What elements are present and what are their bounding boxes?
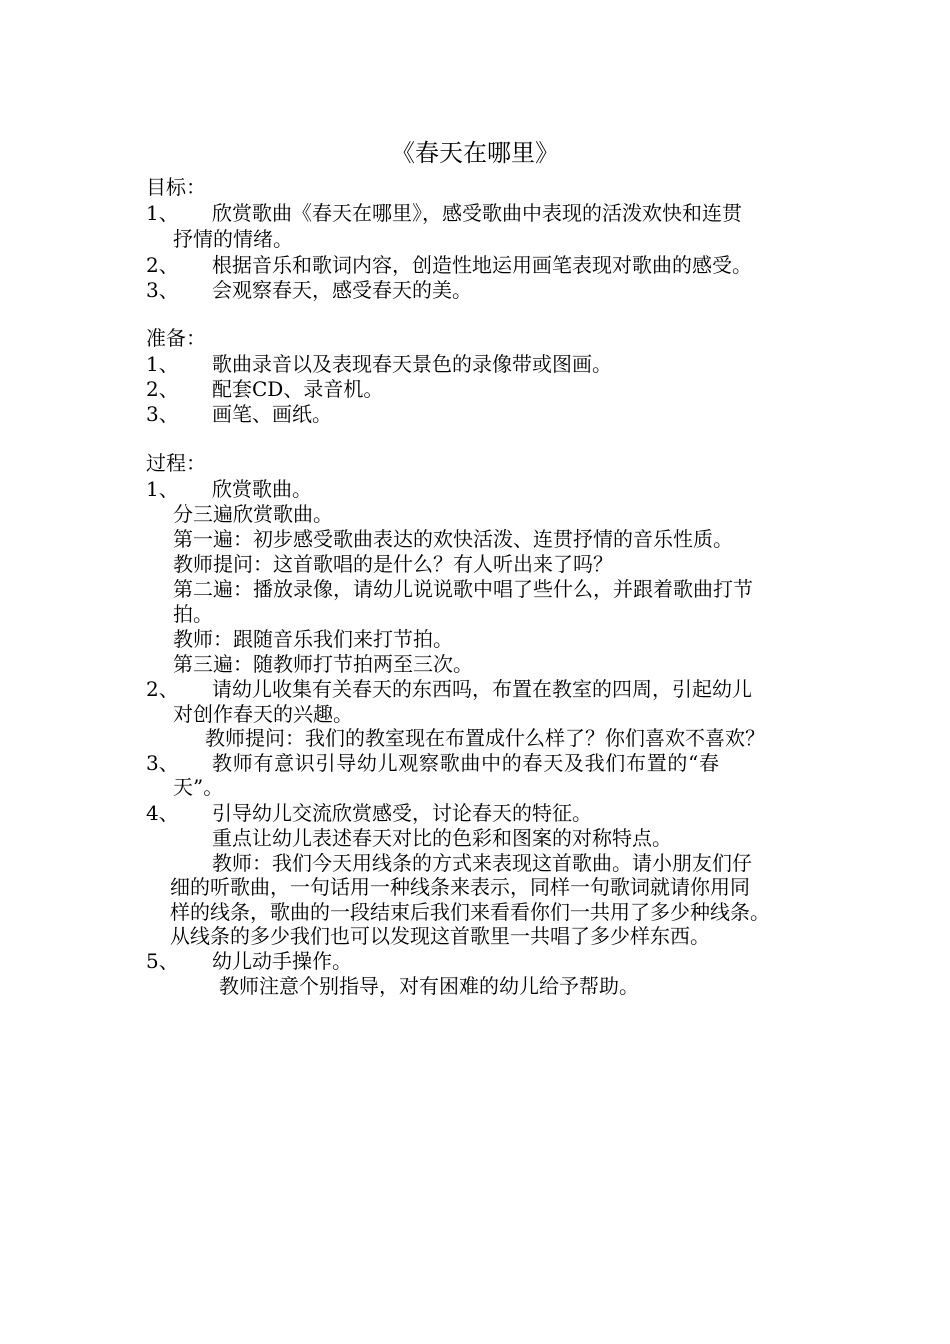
prep-3-text: 画笔、画纸。	[212, 402, 332, 426]
document-title: 《春天在哪里》	[391, 139, 559, 167]
goal-2-number: 2、	[146, 253, 179, 277]
step-4-number: 4、	[146, 801, 179, 825]
step-1-text: 欣赏歌曲。	[212, 477, 312, 501]
step-4-teacher-line: 从线条的多少我们也可以发现这首歌里一共唱了多少样东西。	[170, 924, 710, 948]
step-3-number: 3、	[146, 751, 179, 775]
step-1-line: 第三遍：随教师打节拍两至三次。	[173, 652, 473, 676]
step-4-text: 引导幼儿交流欣赏感受，讨论春天的特征。	[212, 801, 592, 825]
step-1-line: 第一遍：初步感受歌曲表达的欢快活泼、连贯抒情的音乐性质。	[173, 527, 733, 551]
prep-2-text: 配套CD、录音机。	[212, 377, 384, 401]
step-4-teacher-line: 细的听歌曲，一句话用一种线条来表示，同样一句歌词就请你用同	[170, 875, 750, 899]
step-4-teacher-line: 教师：我们今天用线条的方式来表现这首歌曲。请小朋友们仔	[212, 851, 752, 875]
step-1-number: 1、	[146, 477, 179, 501]
prep-3-number: 3、	[146, 402, 179, 426]
prep-2-number: 2、	[146, 377, 179, 401]
step-5-note: 教师注意个别指导，对有困难的幼儿给予帮助。	[219, 974, 639, 998]
step-5-text: 幼儿动手操作。	[212, 949, 352, 973]
step-1-line: 拍。	[173, 602, 213, 626]
goals-heading: 目标：	[146, 175, 206, 199]
step-1-line: 教师提问：这首歌唱的是什么？有人听出来了吗？	[173, 552, 613, 576]
prep-1-text: 歌曲录音以及表现春天景色的录像带或图画。	[212, 352, 612, 376]
step-3-text: 教师有意识引导幼儿观察歌曲中的春天及我们布置的“春	[212, 751, 720, 775]
goal-1-number: 1、	[146, 201, 179, 225]
step-1-line: 教师：跟随音乐我们来打节拍。	[173, 627, 453, 651]
step-2-text-cont: 对创作春天的兴趣。	[173, 702, 353, 726]
goal-2-text: 根据音乐和歌词内容，创造性地运用画笔表现对歌曲的感受。	[212, 253, 752, 277]
step-2-text: 请幼儿收集有关春天的东西吗，布置在教室的四周，引起幼儿	[212, 677, 752, 701]
goal-3-number: 3、	[146, 278, 179, 302]
step-2-question: 教师提问：我们的教室现在布置成什么样了？你们喜欢不喜欢？	[205, 726, 765, 750]
goal-3-text: 会观察春天，感受春天的美。	[212, 278, 472, 302]
step-3-text-cont: 天”。	[173, 775, 224, 799]
prep-1-number: 1、	[146, 352, 179, 376]
step-1-line: 第二遍：播放录像，请幼儿说说歌中唱了些什么，并跟着歌曲打节	[173, 577, 753, 601]
step-5-number: 5、	[146, 949, 179, 973]
goal-1-text-cont: 抒情的情绪。	[173, 227, 293, 251]
step-2-number: 2、	[146, 677, 179, 701]
prep-heading: 准备：	[146, 326, 206, 350]
step-4-focus: 重点让幼儿表述春天对比的色彩和图案的对称特点。	[212, 826, 672, 850]
process-heading: 过程：	[146, 451, 206, 475]
step-4-teacher-line: 样的线条，歌曲的一段结束后我们来看看你们一共用了多少种线条。	[170, 900, 770, 924]
step-1-line: 分三遍欣赏歌曲。	[173, 502, 333, 526]
goal-1-text: 欣赏歌曲《春天在哪里》，感受歌曲中表现的活泼欢快和连贯	[212, 201, 742, 225]
